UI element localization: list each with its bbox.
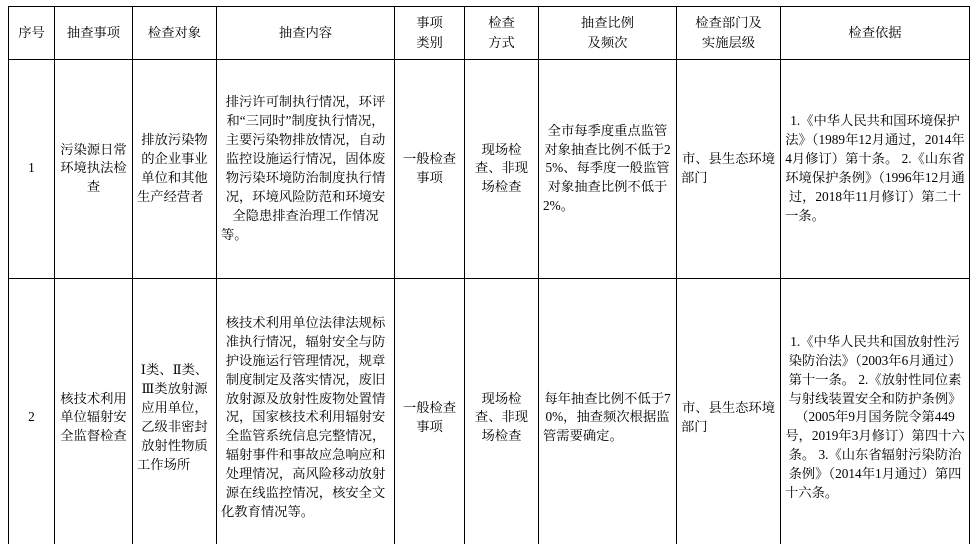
header-item-line-1: 抽查事项 [66,24,121,40]
table-row [9,278,970,544]
table-header [9,7,970,60]
header-type-line-1: 事项 [416,15,443,30]
header-method-line-1: 检查 [488,15,515,30]
cell-basis: 1.《中华人民共和国放射性污染防治法》（2003年6月通过）第十一条。 2.《放射性同位素与射线装置安全和防护条例》（2005年9月国务院令第449号，2019年3月修订）第四十六条。 3.《山东省辐射污染防治条例》（2014年1月通过）第四十六条。 [781,278,970,544]
cell-dept: 市、县生态环境部门 [677,59,781,278]
table-row [9,59,970,278]
table-body [9,59,970,544]
header-object-line-1: 检查对象 [147,24,202,40]
table-header-row [9,7,970,60]
header-type [395,7,465,60]
header-ratio-line-2: 及频次 [587,34,628,50]
header-method [465,7,539,60]
cell-item: 核技术利用单位辐射安全监督检查 [55,278,133,544]
cell-method: 现场检查、非现场检查 [465,59,539,278]
header-basis [781,7,970,60]
header-no-line-1: 序号 [18,24,45,40]
header-content [217,7,395,60]
header-content-line-1: 抽查内容 [278,24,333,40]
header-item [55,7,133,60]
inspection-table [8,6,970,544]
cell-object: Ⅰ类、Ⅱ类、Ⅲ类放射源应用单位，乙级非密封放射性物质工作场所 [133,278,217,544]
header-method-line-2: 方式 [488,34,515,50]
cell-dept: 市、县生态环境部门 [677,278,781,544]
cell-type: 一般检查事项 [395,59,465,278]
header-basis-line-1: 检查依据 [848,24,902,40]
cell-type: 一般检查事项 [395,278,465,544]
cell-ratio: 每年抽查比例不低于70%，抽查频次根据监管需要确定。 [539,278,677,544]
header-object [133,7,217,60]
cell-ratio: 全市每季度重点监管对象抽查比例不低于25%、每季度一般监管对象抽查比例不低于2%。 [539,59,677,278]
cell-basis: 1.《中华人民共和国环境保护法》（1989年12月通过，2014年4月修订）第十条。 2.《山东省环境保护条例》（1996年12月通过，2018年11月修订）第二十一条。 [781,59,970,278]
cell-content: 核技术利用单位法律法规标准执行情况，辐射安全与防护设施运行管理情况，规章制度制定及落实情况，废旧放射源及放射性废物处置情况，国家核技术利用辐射安全监管系统信息完整情况，辐射事件和事故应急响应和处理情况，高风险移动放射源在线监控情况，核安全文化教育情况等。 [217,278,395,544]
cell-method: 现场检查、非现场检查 [465,278,539,544]
header-ratio [539,7,677,60]
cell-item: 污染源日常环境执法检查 [55,59,133,278]
header-dept [677,7,781,60]
header-type-line-2: 类别 [416,34,443,50]
cell-no: 2 [9,278,55,544]
header-dept-line-1: 检查部门及 [695,15,762,30]
cell-object: 排放污染物的企业事业单位和其他生产经营者 [133,59,217,278]
header-no [9,7,55,60]
cell-no: 1 [9,59,55,278]
header-dept-line-2: 实施层级 [701,34,756,50]
cell-content: 排污许可制执行情况，环评和“三同时”制度执行情况，主要污染物排放情况，自动监控设施运行情况，固体废物污染环境防治制度执行情况，环境风险防范和环境安全隐患排查治理工作情况等。 [217,59,395,278]
header-ratio-line-1: 抽查比例 [580,15,635,30]
